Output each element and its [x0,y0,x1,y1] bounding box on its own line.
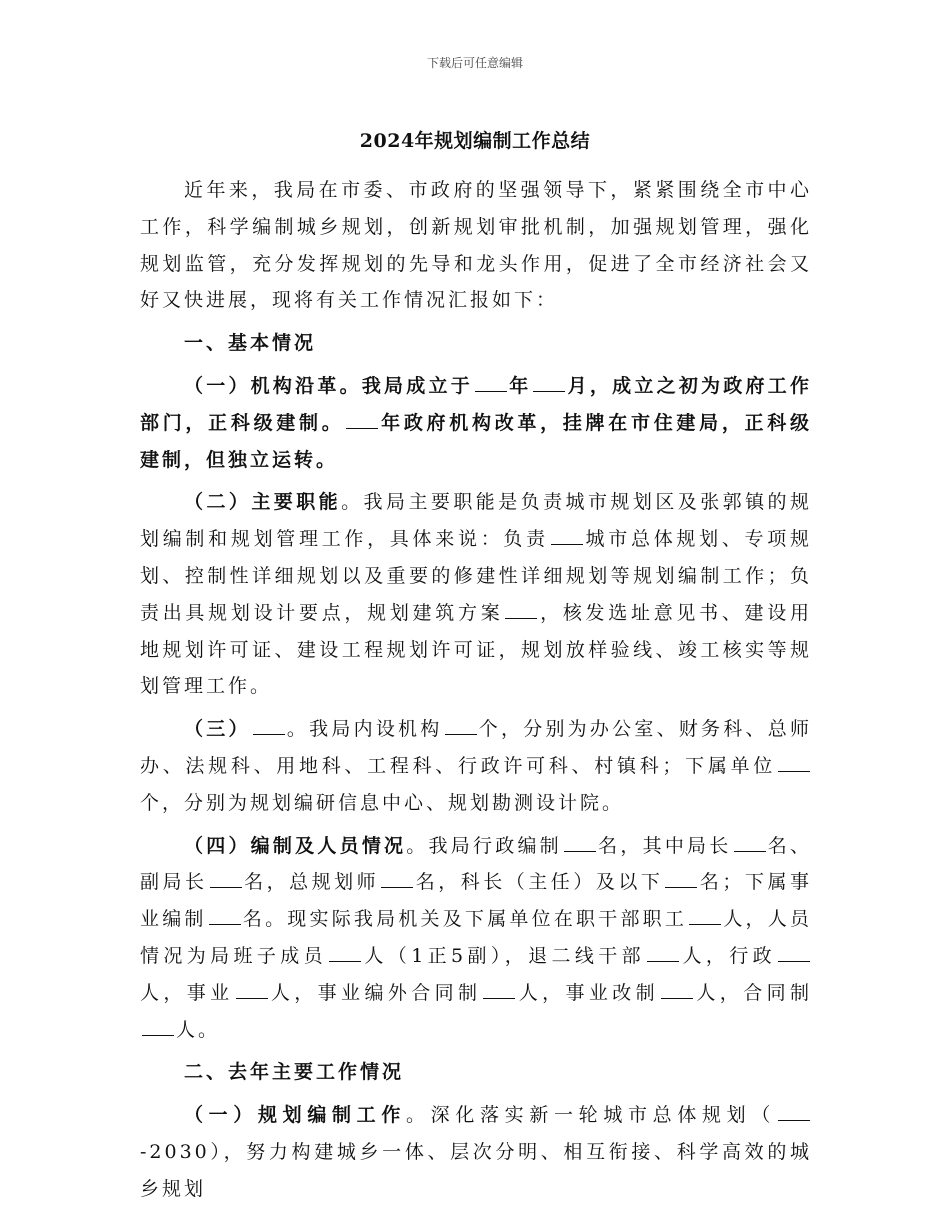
fill-blank [209,908,241,925]
fill-blank [346,412,378,429]
paragraph-planning-work [140,1097,812,1207]
paragraph-main-functions [140,484,812,705]
text-run: 。深化落实新一轮城市总体规划（ [406,1104,776,1127]
paragraph-staffing [140,828,812,1049]
fill-blank [445,718,477,735]
fill-blank [236,982,268,999]
page-header-note: 下载后可任意编辑 [426,56,523,70]
text-run: ，核发选址意见书、建设用地规划许可证、建设工程规划许可证，规划放样验线、竣工核实等规划管理工作。 [140,601,812,698]
paragraph-institution-history [140,368,812,478]
text-run: 个，分别为规划编研信息中心、规划勘测设计院。 [140,791,625,814]
paragraph-internal-structure [140,711,812,821]
section-heading-1: 一、基本情况 [184,332,317,355]
text-run: 。我局内设机构 [286,718,443,741]
fill-blank [381,871,413,888]
paragraph-heading: （一）规划编制工作 [184,1104,406,1127]
text-run: 年 [508,374,532,397]
text-run: 城市总体规划、专项规划、控制性详细规划以及重要的修建性详细规划等规划编制工作；负责出具规划设计要点，规划建筑方案 [140,528,812,624]
fill-blank [210,871,242,888]
text-run: 名，科长（主任）及以下 [415,871,664,894]
fill-blank [734,835,766,852]
text-run: 年政府机构改革，挂牌在市住建局，正科级建制，但独立运转。 [140,411,812,471]
text-run: 名，总规划师 [243,871,380,894]
intro-paragraph: 近年来，我局在市委、市政府的坚强领导下，紧紧围绕全市中心工作，科学编制城乡规划，创新规划审批机制，加强规划管理，强化规划监管，充分发挥规划的先导和龙头作用，促进了全市经济社会又好又快进展，现将有关工作情况汇报如下： [140,179,812,312]
paragraph-heading: （四）编制及人员情况 [184,834,407,857]
fill-blank [564,835,596,852]
section-heading-2: 二、去年主要工作情况 [184,1061,405,1084]
text-run: 。我局主要职能是负责城市规划区及张郭镇的规划编制和规划管理工作，具体来说：负责 [140,491,812,551]
fill-blank [689,908,721,925]
fill-blank [483,982,515,999]
text-run: 人，合同制 [695,981,812,1004]
text-run: 名。现实际我局机关及下属单位在职干部职工 [242,908,688,931]
document-body [140,172,812,1214]
text-run: 月，成立之初为政府工作部门，正科级建制。 [140,374,812,434]
fill-blank [778,945,810,962]
text-run: 人，行政 [681,944,776,967]
paragraph-heading: （二）主要职能 [184,491,342,514]
fill-blank [533,375,565,392]
fill-blank [778,755,810,772]
paragraph-heading: （三） [184,718,251,741]
fill-blank [142,1019,174,1036]
fill-blank [551,528,583,545]
fill-blank [505,602,537,619]
fill-blank [253,718,285,735]
fill-blank [778,1104,810,1121]
fill-blank [661,982,693,999]
fill-blank [647,945,679,962]
fill-blank [665,871,697,888]
text-run: 人，事业 [140,981,234,1004]
document-title: 2024年规划编制工作总结 [359,130,591,152]
fill-blank [475,375,507,392]
text-run: -2030），努力构建城乡一体、层次分明、相互衔接、科学高效的城乡规划 [140,1140,812,1200]
text-run: 人。 [176,1018,221,1041]
text-run: 名、副局长 [140,834,812,894]
text-run: 。我局行政编制 [406,834,562,857]
text-run: 名；下属事业编制 [140,871,812,931]
text-run: 人，事业编外合同制 [269,981,482,1004]
text-run: 人（1正5副），退二线干部 [363,944,646,967]
text-run: 个，分别为办公室、财务科、总师办、法规科、用地科、工程科、行政许可科、村镇科；下属单位 [140,718,812,777]
text-run: 人，人员情况为局班子成员 [140,908,812,967]
fill-blank [329,945,361,962]
text-run: 人，事业改制 [517,981,660,1004]
text-run: 名，其中局长 [597,834,732,857]
text-run: （一）机构沿革。我局成立于 [184,374,473,397]
